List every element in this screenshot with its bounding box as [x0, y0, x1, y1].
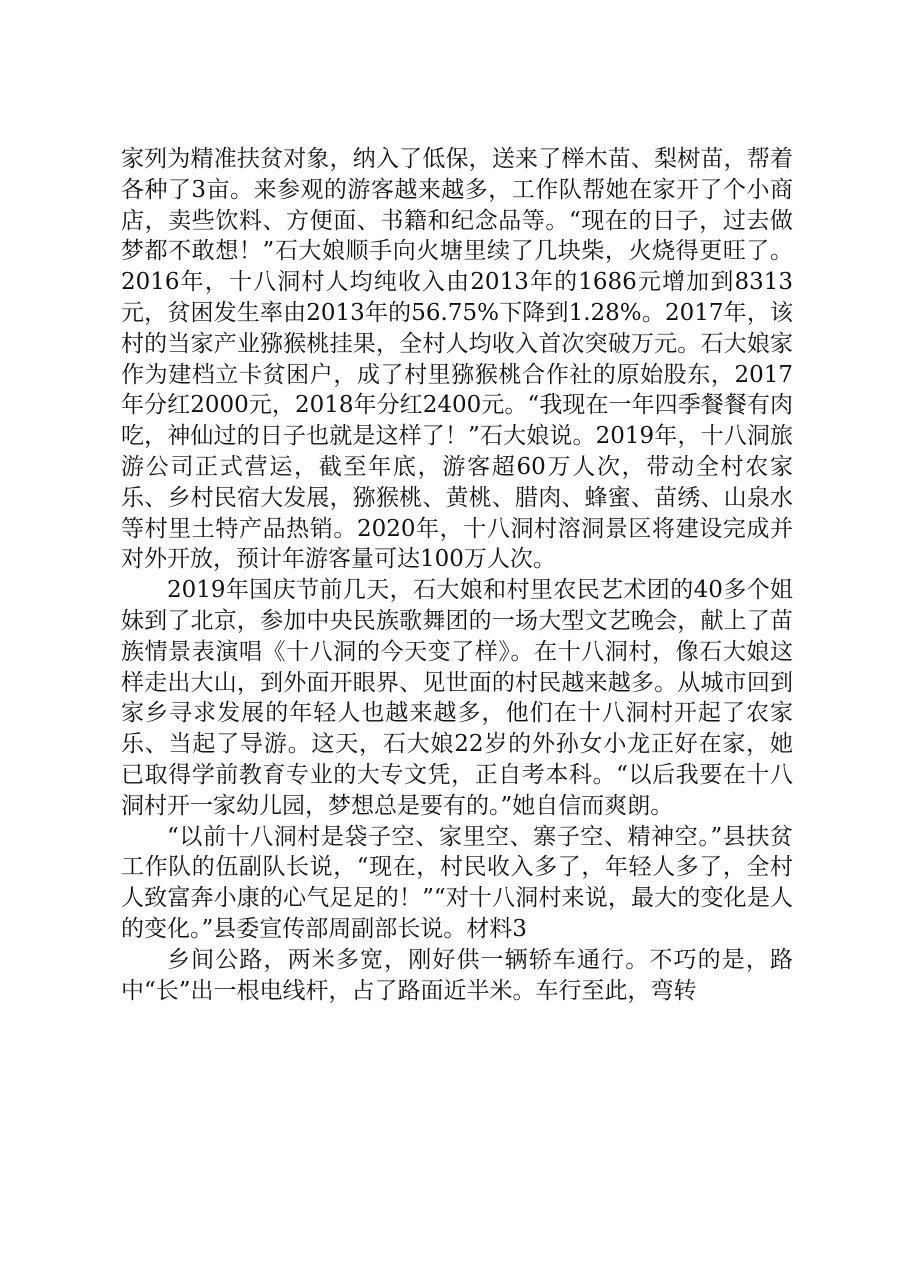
document-body [121, 144, 793, 1006]
paragraph-1: 家列为精准扶贫对象，纳入了低保，送来了榉木苗、梨树苗，帮着各种了3亩。来参观的游客越来越多，工作队帮她在家开了个小商店，卖些饮料、方便面、书籍和纪念品等。“现在的日子，过去做梦都不敢想！”石大娘顺手向火塘里续了几块柴，火烧得更旺了。2016年，十八洞村人均纯收入由2013年的1686元增加到8313元，贫困发生率由2013年的56.75%下降到1.28%。2017年，该村的当家产业猕猴桃挂果，全村人均收入首次突破万元。石大娘家作为建档立卡贫困户，成了村里猕猴桃合作社的原始股东，2017年分红2000元，2018年分红2400元。“我现在一年四季餐餐有肉吃，神仙过的日子也就是这样了！”石大娘说。2019年，十八洞旅游公司正式营运，截至年底，游客超60万人次，带动全村农家乐、乡村民宿大发展，猕猴桃、黄桃、腊肉、蜂蜜、苗绣、山泉水等村里土特产品热销。2020年，十八洞村溶洞景区将建设完成并对外开放，预计年游客量可达100万人次。 [121, 146, 793, 573]
paragraph-3: “以前十八洞村是袋子空、家里空、寨子空、精神空。”县扶贫工作队的伍副队长说，“现在，村民收入多了，年轻人多了，全村人致富奔小康的心气足足的！”“对十八洞村来说，最大的变化是人的变化。”县委宣传部周副部长说。材料3 [121, 823, 793, 942]
paragraph-2: 2019年国庆节前几天，石大娘和村里农民艺术团的40多个姐妹到了北京，参加中央民族歌舞团的一场大型文艺晚会，献上了苗族情景表演唱《十八洞的今天变了样》。在十八洞村，像石大娘这样走出大山，到外面开眼界、见世面的村民越来越多。从城市回到家乡寻求发展的年轻人也越来越多，他们在十八洞村开起了农家乐、当起了导游。这天，石大娘22岁的外孙女小龙正好在家，她已取得学前教育专业的大专文凭，正自考本科。“以后我要在十八洞村开一家幼儿园，梦想总是要有的。”她自信而爽朗。 [121, 577, 793, 819]
paragraph-4: 乡间公路，两米多宽，刚好供一辆轿车通行。不巧的是，路中“长”出一根电线杆，占了路面近半米。车行至此，弯转 [121, 946, 793, 1004]
